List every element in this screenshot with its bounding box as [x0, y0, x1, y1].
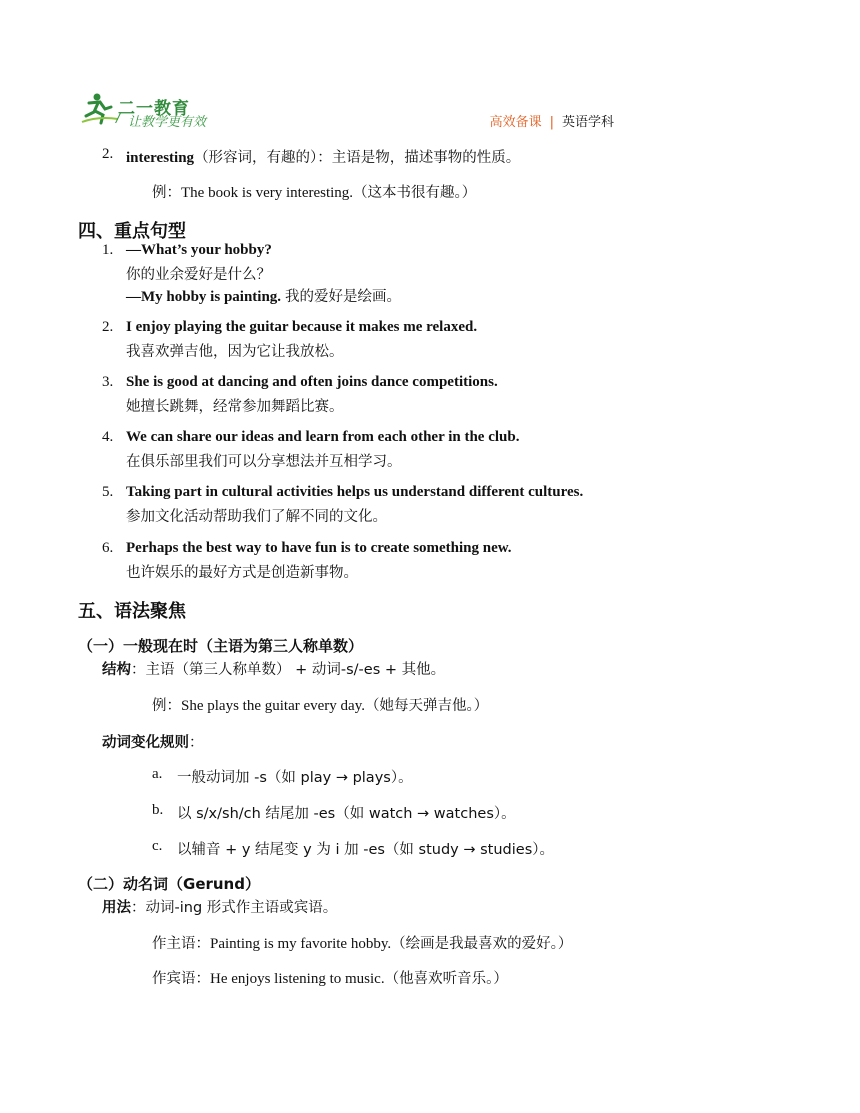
vocab-word: interesting: [126, 150, 195, 166]
header-separator: |: [549, 115, 554, 130]
logo-slogan: 让教学更有效: [128, 115, 207, 130]
sentence-en: She is good at dancing and often joins dance competitions.: [126, 374, 498, 390]
example-zh: （她每天弹吉他。）: [364, 698, 489, 714]
rules-heading: [102, 731, 204, 752]
sentence-answer: [126, 285, 401, 306]
structure-label: 结构: [102, 662, 131, 678]
structure-text: 主语（第三人称单数） + 动词-s/-es + 其他。: [145, 662, 446, 678]
example-label: 例：: [152, 698, 181, 714]
sentence-en: I enjoy playing the guitar because it makes me relaxed.: [126, 319, 478, 335]
sentence-number: 2.: [102, 319, 114, 335]
sentence-zh: 她擅长跳舞，经常参加舞蹈比赛。: [126, 399, 344, 415]
sentence-number: 5.: [102, 484, 114, 500]
sentence-zh: 我喜欢弹吉他，因为它让我放松。: [126, 344, 344, 360]
sentence-zh: 也许娱乐的最好方式是创造新事物。: [126, 565, 358, 581]
sentence-zh: 参加文化活动帮助我们了解不同的文化。: [126, 509, 387, 525]
grammar-subtitle-gerund: （二）动名词（Gerund）: [78, 875, 260, 893]
subject-zh: （绘画是我最喜欢的爱好。）: [391, 936, 573, 952]
sentence-number: 6.: [102, 540, 114, 556]
section-title-grammar: 五、语法聚焦: [78, 601, 186, 622]
vocab-item-number: 2.: [102, 146, 114, 162]
example-en: She plays the guitar every day.: [181, 698, 365, 714]
rule-text: 以辅音 + y 结尾变 y 为 i 加 -es（如 study → studies）。: [177, 842, 554, 858]
object-zh: （他喜欢听音乐。）: [384, 971, 508, 987]
sentence-en: Taking part in cultural activities helps us understand different cultures.: [126, 484, 584, 500]
logo-slash: /: [116, 111, 121, 126]
example-en: The book is very interesting.: [181, 185, 354, 201]
structure-line: [102, 658, 445, 679]
subject-label: 作主语：: [152, 936, 210, 952]
logo: [80, 92, 280, 132]
sentence-en: Perhaps the best way to have fun is to create something new.: [126, 540, 512, 556]
sentence-en: We can share our ideas and learn from each other in the club.: [126, 429, 520, 445]
rules-colon: ：: [189, 735, 204, 751]
usage-line: [102, 896, 337, 917]
sentence-number: 3.: [102, 374, 114, 390]
sentence-number: 4.: [102, 429, 114, 445]
logo-name: 二一教育: [118, 99, 190, 119]
example-zh: （这本书很有趣。）: [353, 185, 477, 201]
sentence-zh: 在俱乐部里我们可以分享想法并互相学习。: [126, 454, 402, 470]
structure-colon: ：: [131, 662, 146, 678]
rule-letter: a.: [152, 766, 163, 782]
object-en: He enjoys listening to music.: [210, 971, 385, 987]
vocab-desc: （形容词，有趣的）：主语是物，描述事物的性质。: [194, 150, 521, 166]
gerund-object-example: [152, 967, 508, 988]
header-subject: [490, 111, 614, 130]
rule-text: 一般动词加 -s（如 play → plays）。: [177, 770, 413, 786]
gerund-subject-example: [152, 932, 572, 953]
sentence-en: —What’s your hobby?: [126, 242, 272, 258]
sentence-en-answer: —My hobby is painting.: [126, 289, 282, 305]
usage-label: 用法: [102, 900, 131, 916]
sentence-zh-answer: 我的爱好是绘画。: [285, 289, 402, 305]
usage-colon: ：: [131, 900, 146, 916]
page-header: [80, 92, 780, 132]
sentence-number: 1.: [102, 242, 114, 258]
rule-letter: c.: [152, 838, 163, 854]
grammar-subtitle-present-simple: （一）一般现在时（主语为第三人称单数）: [78, 637, 364, 655]
rules-label: 动词变化规则: [102, 735, 189, 751]
rule-letter: b.: [152, 802, 164, 818]
header-label-prep: 高效备课: [489, 115, 542, 130]
running-figure-icon: [80, 92, 120, 128]
vocab-example: [152, 181, 476, 202]
header-label-subject: 英语学科: [561, 115, 614, 130]
example-label: 例：: [152, 185, 181, 201]
vocab-item-line: [126, 146, 520, 167]
sentence-zh: 你的业余爱好是什么？: [126, 267, 271, 283]
present-simple-example: [152, 694, 488, 715]
rule-text: 以 s/x/sh/ch 结尾加 -es（如 watch → watches）。: [177, 806, 516, 822]
section-title-key-sentences: 四、重点句型: [78, 221, 186, 242]
object-label: 作宾语：: [152, 971, 210, 987]
usage-text: 动词-ing 形式作主语或宾语。: [145, 900, 338, 916]
subject-en: Painting is my favorite hobby.: [210, 936, 392, 952]
